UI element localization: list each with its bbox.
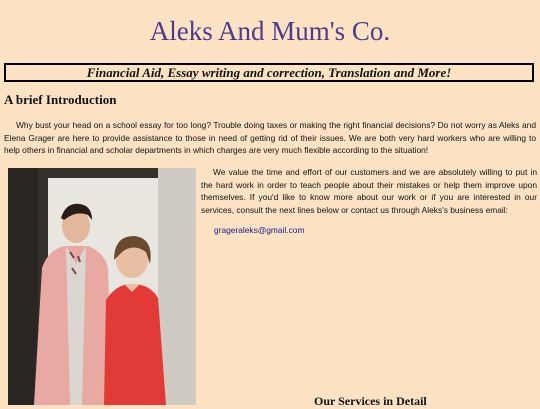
intro-heading: A brief Introduction: [4, 92, 117, 107]
tagline-text: Financial Aid, Essay writing and correction, Translation and More!: [86, 65, 452, 80]
about-paragraph: We value the time and effort of our customers and we are absolutely willing to put in the hard work in order to teach people about their mistakes or help them improve upon themselves. If you'd like to know more about our work or if you are interested in our services, consult the next lines below or contact us through Aleks's business email:: [201, 167, 537, 215]
tagline-banner: [4, 63, 534, 82]
intro-paragraph: Why bust your head on a school essay for too long? Trouble doing taxes or making the right financial decisions? Do not worry as Aleks and Elena Grager are here to provide assistance to those in need of getting rid of their issues. We are both very hard workers who are willing to help others in financial and scholar departments in which charges are very much flexible according to the situation!: [4, 120, 536, 156]
owners-photo-image: [8, 168, 196, 405]
owners-photo: [8, 168, 196, 405]
business-email-link[interactable]: grageraleks@gmail.com: [214, 225, 305, 235]
site-title: Aleks And Mum's Co.: [149, 16, 391, 46]
services-heading: Our Services in Detail: [314, 394, 427, 408]
